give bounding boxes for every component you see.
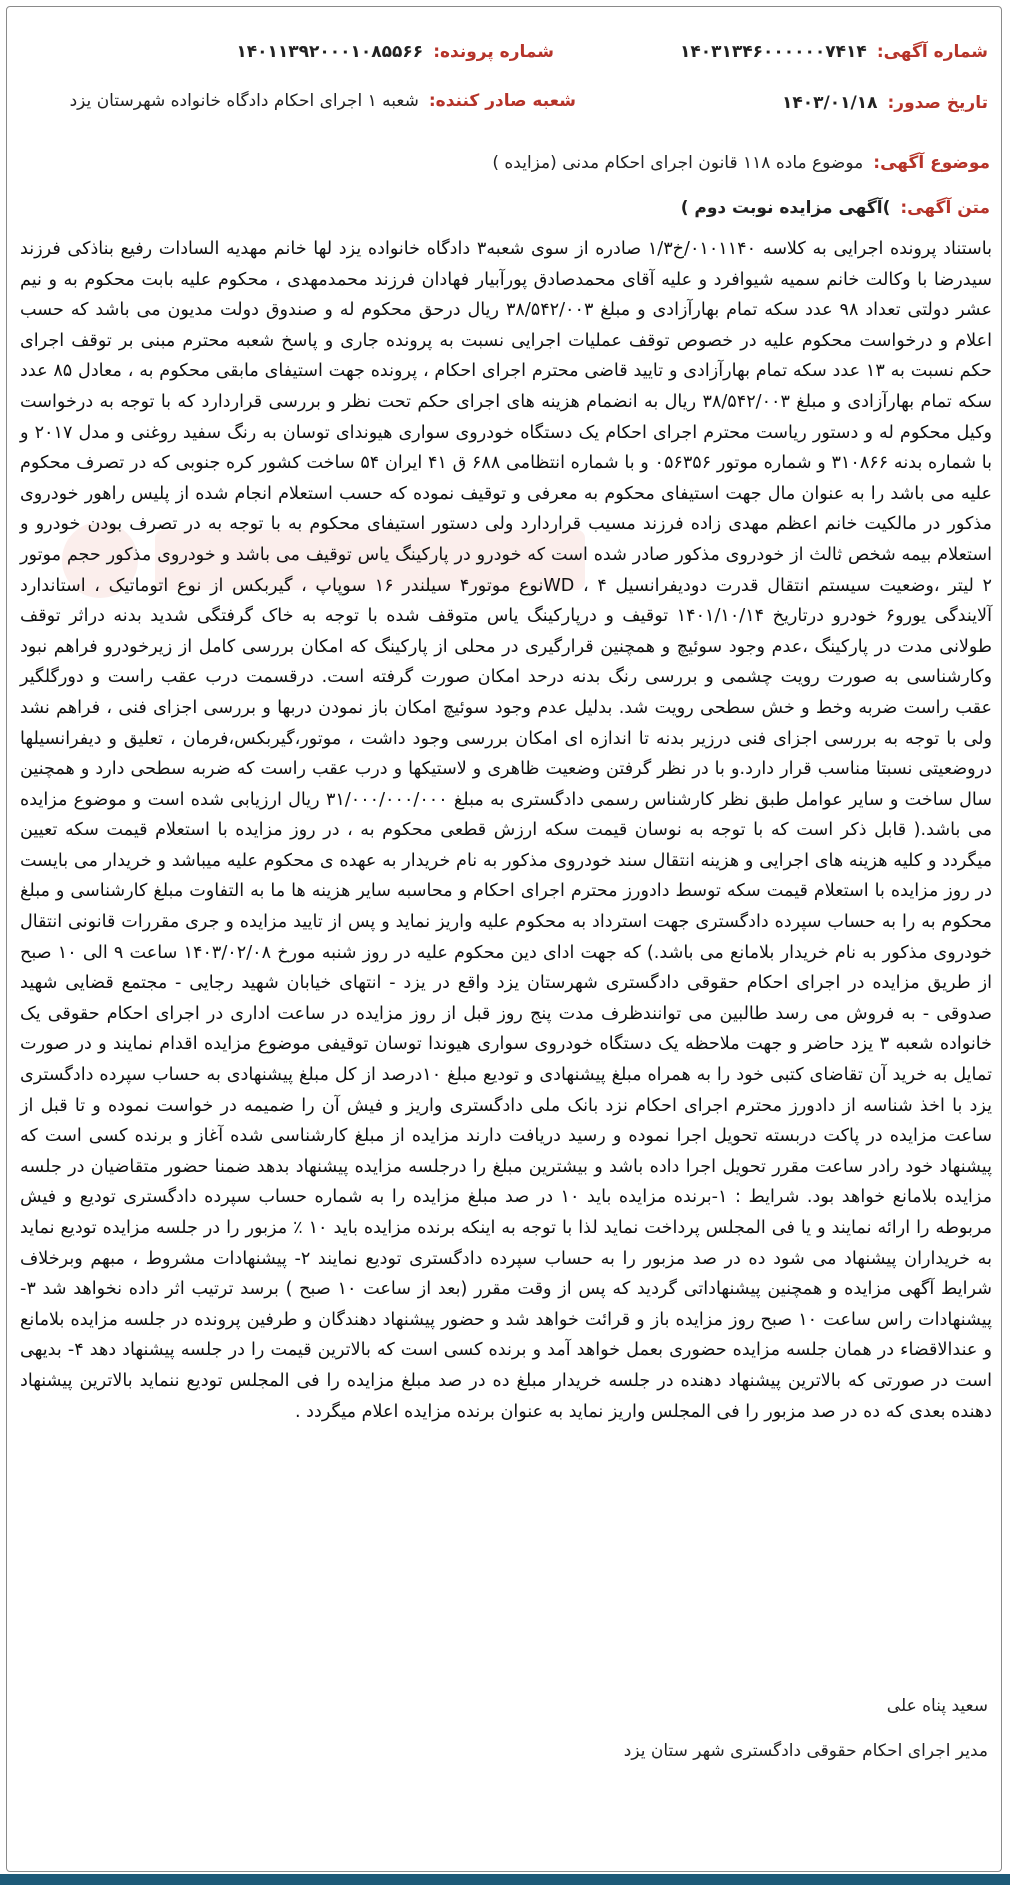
notice-text-row (681, 198, 990, 218)
subject-label: موضوع آگهی: (873, 153, 990, 173)
case-number-row (236, 42, 554, 62)
case-number-label: شماره پرونده: (433, 42, 554, 62)
notice-number-label: شماره آگهی: (876, 42, 988, 62)
issuing-branch-label: شعبه صادر کننده: (428, 91, 576, 111)
issue-date-row (782, 93, 988, 113)
case-number-value: ۱۴۰۱۱۳۹۲۰۰۰۱۰۸۵۵۶۶ (236, 42, 424, 62)
notice-body: باستناد پرونده اجرایی به کلاسه ۰۱۰۱۱۴۰/خ۱/۳ صادره از سوی شعبه۳ دادگاه خانواده یزد لها خانم مهدیه السادات رفیع بناذکی فرزند سیدرضا با وکالت خانم سمیه شیوافرد و علیه آقای محمدصادق پورآبیار فهادان فرزند محمدمهدی ، محکوم علیه بابت محکوم به و نیم عشر دولتی تعداد ۹۸ عدد سکه تمام بهارآزادی و مبلغ ۳۸/۵۴۲/۰۰۳ ریال درحق محکوم له و صندوق دولت مدیون می باشد که حسب اعلام و درخواست محکوم علیه در خصوص توقف عملیات اجرایی نسبت به پرونده جاری و پاسخ شعبه محترم مبنی بر توقف اجرای حکم نسبت به ۱۳ عدد سکه تمام بهارآزادی و تایید قاضی محترم اجرای احکام ، پرونده جهت استیفای مابقی محکوم به ، معادل ۸۵ عدد سکه تمام بهارآزادی و مبلغ ۳۸/۵۴۲/۰۰۳ ریال به انضمام هزینه های اجرای حکم تحت نظر و بررسی قراردارد که با توجه به درخواست وکیل محکوم له و دستور ریاست محترم اجرای احکام یک دستگاه خودروی سواری هیوندای توسان به رنگ سفید روغنی و مدل ۲۰۱۷ و با شماره بدنه ۳۱۰۸۶۶ و شماره موتور ۰۵۶۳۵۶ و با شماره انتظامی ۶۸۸ ق ۴۱ ایران ۵۴ ساخت کشور کره جنوبی که در تصرف محکوم علیه می باشد را به عنوان مال جهت استیفای محکوم به معرفی و توقیف نموده که حسب استعلام انجام شده از پلیس راهور خودروی مذکور در مالکیت خانم اعظم مهدی زاده فرزند مسیب قراردارد ولی دستور استیفای محکوم به با توجه به در تصرف بودن خودرو و استعلام بیمه شخص ثالث از خودروی مذکور صادر شده است که خودرو در پارکینگ یاس توقیف می باشد و خودروی مذکور حجم موتور ۲ لیتر ،وضعیت سیستم انتقال قدرت دودیفرانسیل ۴ ، WDنوع موتور۴ سیلندر ۱۶ سوپاپ ، گیربکس از نوع اتوماتیک ، استاندارد آلایندگی یورو۶ خودرو درتاریخ ۱۴۰۱/۱۰/۱۴ توقیف و درپارکینگ یاس متوقف شده با توجه به خاک گرفتگی شدید بدنه دراثر توقف طولانی مدت در پارکینگ ،عدم وجود سوئیچ و همچنین قرارگیری در محلی از پارکینگ که امکان بررسی کامل از زیرخودرو فراهم نبود وکارشناسی به صورت رویت چشمی و بررسی رنگ بدنه درحد امکان صورت گرفته است. درقسمت درب عقب راست و دورگلگیر عقب راست ضربه وخط و خش سطحی رویت شد. بدلیل عدم وجود سوئیچ امکان باز نمودن دربها و بررسی اجزای فنی ، فراهم نشد ولی با توجه به بررسی اجزای فنی درزیر بدنه تا اندازه ای امکان بررسی وجود داشت ، موتور،گیربکس،فرمان ، تعلیق و دیفرانسیلها دروضعیتی نسبتا مناسب قرار دارد.و با در نظر گرفتن وضعیت ظاهری و لاستیکها و درب عقب راست که ضربه سطحی دارد و همچنین سال ساخت و سایر عوامل طبق نظر کارشناس رسمی دادگستری به مبلغ ۳۱/۰۰۰/۰۰۰/۰۰۰ ریال ارزیابی شده است و موضوع مزایده می باشد.( قابل ذکر است که با توجه به نوسان قیمت سکه ارزش قطعی محکوم به ، در روز مزایده با استعلام قیمت سکه تعیین میگردد و کلیه هزینه های اجرایی و هزینه انتقال سند خودروی مذکور به نام خریدار به عهده ی محکوم علیه میباشد و خریدار می بایست در روز مزایده با استعلام قیمت سکه توسط دادورز محترم اجرای احکام و محاسبه سایر هزینه ها ما به التفاوت مبلغ کارشناسی و مبلغ محکوم به را به حساب سپرده دادگستری جهت استرداد به محکوم علیه واریز نماید و پس از تایید مزایده و جری مقررات قانونی انتقال خودروی مذکور به نام خریدار بلامانع می باشد.) که جهت ادای دین محکوم علیه در روز شنبه مورخ ۱۴۰۳/۰۲/۰۸ ساعت ۹ الی ۱۰ صبح از طریق مزایده در اجرای احکام حقوقی دادگستری شهرستان یزد واقع در یزد - انتهای خیابان شهید رجایی - مجتمع قضایی شهید صدوقی - به فروش می رسد طالبین می توانندظرف مدت پنج روز قبل از روز مزایده در ساعت اداری در اجرای احکام حقوقی یک خانواده شعبه ۳ یزد حاضر و جهت ملاحظه یک دستگاه خودروی سواری هیوندا توسان توقیفی موضوع مزایده اقدام نمایند و در صورت تمایل به خرید آن تقاضای کتبی خود را به همراه مبلغ پیشنهادی و تودیع مبلغ ۱۰درصد از کل مبلغ پیشنهادی به حساب سپرده دادگستری یزد با اخذ شناسه از دادورز محترم اجرای احکام نزد بانک ملی دادگستری واریز و فیش آن را ضمیمه در خواست نموده و تا قبل از ساعت مزایده در پاکت دربسته تحویل اجرا نموده و رسید دریافت دارند مزایده از مبلغ کارشناسی شده آغاز و برنده کسی است که پیشنهاد خود رادر ساعت مقرر تحویل اجرا داده باشد و بیشترین مبلغ را درجلسه مزایده پیشنهاد بدهد ضمنا حضور متقاضیان در جلسه مزایده بلامانع خواهد بود. شرایط : ۱-برنده مزایده باید ۱۰ در صد مبلغ مزایده را به شماره حساب سپرده دادگستری تودیع و فیش مربوطه را ارائه نمایند و یا فی المجلس پرداخت نماید لذا با توجه به اینکه برنده مزایده باید ۱۰ ٪ مزبور را در جلسه مزایده تودیع نماید به خریداران پیشنهاد می شود ده در صد مزبور را به حساب سپرده دادگستری تودیع نمایند ۲- پیشنهادات مشروط ، مبهم وبرخلاف شرایط آگهی مزایده و همچنین پیشنهاداتی گردید که پس از وقت مقرر (بعد از ساعت ۱۰ صبح ) برسد ترتیب اثر داده نخواهد شد ۳- پیشنهادات راس ساعت ۱۰ صبح روز مزایده باز و قرائت خواهد شد و حضور پیشنهاد دهندگان و طرفین پرونده در جلسه مزایده بلامانع و عندالاقضاء در همان جلسه مزایده حضوری بعمل خواهد آمد و برنده کسی است که بالاترین قیمت را در جلسه پیشنهاد دهد ۴- بدیهی است در صورتی که بالاترین پیشنهاد دهنده در جلسه خریدار مبلغ ده در صد مبلغ مزایده را فی المجلس تودیع ننماید بالاترین پیشنهاد دهنده بعدی که ده در صد مزبور را فی المجلس واریز نماید به عنوان برنده مزایده اعلام میگردد . (20, 239, 993, 1422)
issue-date-value: ۱۴۰۳/۰۱/۱۸ (782, 93, 878, 113)
subject-row (492, 153, 990, 173)
notice-number-row (680, 42, 988, 62)
issuing-branch-row (70, 91, 576, 111)
issue-date-label: تاریخ صدور: (887, 93, 988, 113)
signature-name: سعید پناه علی (886, 1696, 988, 1716)
notice-text-label: متن آگهی: (900, 198, 990, 218)
bottom-bar (0, 1874, 1010, 1885)
notice-number-value: ۱۴۰۳۱۳۴۶۰۰۰۰۰۰۷۴۱۴ (680, 42, 867, 62)
signature-title: مدیر اجرای احکام حقوقی دادگستری شهر ستان یزد (623, 1741, 988, 1761)
notice-heading: )آگهی مزایده نوبت دوم ) (680, 198, 891, 218)
issuing-branch-value: شعبه ۱ اجرای احکام دادگاه خانواده شهرستان یزد (69, 91, 419, 111)
subject-value: موضوع ماده ۱۱۸ قانون اجرای احکام مدنی (مزایده ) (492, 153, 864, 173)
